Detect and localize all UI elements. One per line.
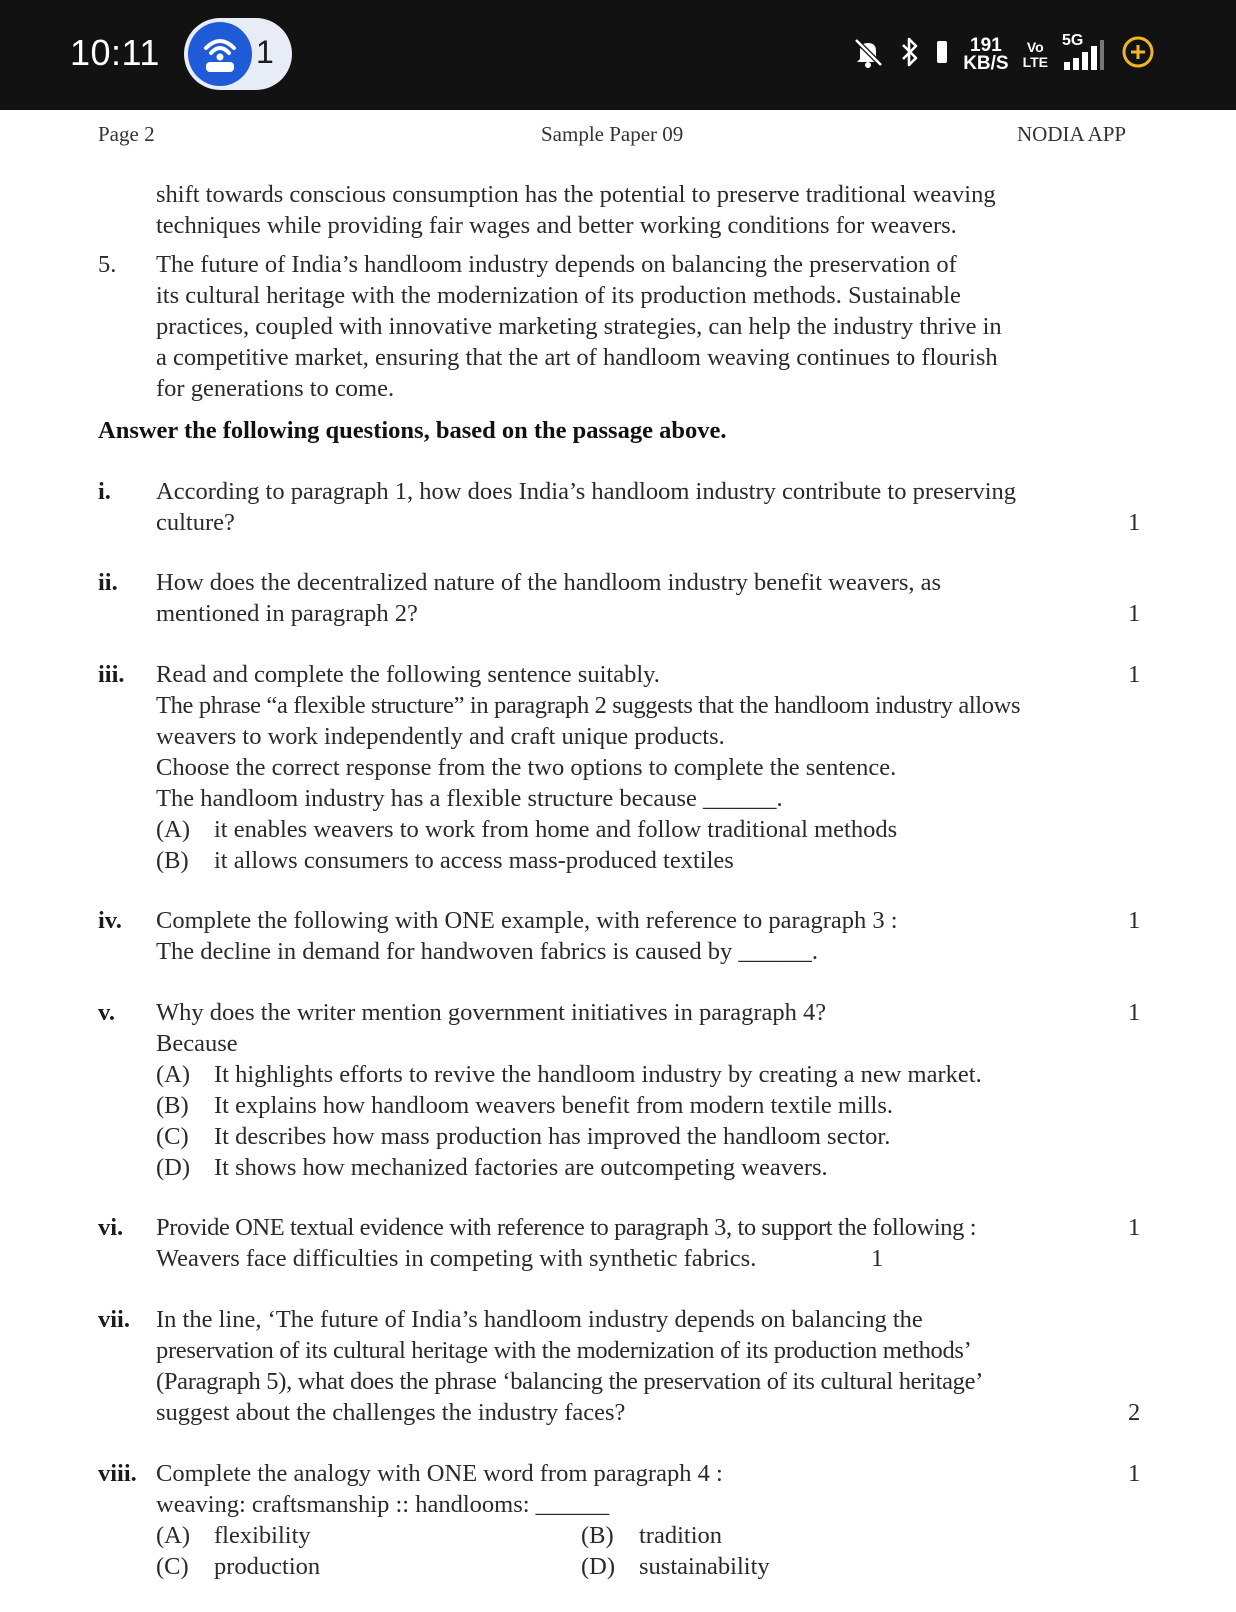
option-label: (B) (581, 1522, 614, 1549)
passage-line: shift towards conscious consumption has the potential to preserve traditional weaving (156, 181, 996, 208)
option-label: (A) (156, 1522, 191, 1549)
question-marks: 1 (1128, 907, 1141, 934)
question-text: How does the decentralized nature of the handloom industry benefit weavers, as (156, 569, 942, 596)
question-text: The decline in demand for handwoven fabrics is caused by ______. (156, 938, 818, 965)
option-text: It highlights efforts to revive the handloom industry by creating a new market. (214, 1061, 982, 1088)
question-number: iii. (98, 661, 125, 688)
question-text: The handloom industry has a flexible structure because ______. (156, 785, 783, 812)
vibrate-icon (935, 35, 949, 75)
question-text: (Paragraph 5), what does the phrase ‘balancing the preservation of its cultural heritage’ (156, 1368, 984, 1395)
option-label: (A) (156, 1061, 191, 1088)
option-c (156, 1551, 320, 1582)
status-bar (0, 0, 1236, 110)
option-a (156, 814, 897, 845)
volte-top: Vo (1026, 39, 1044, 55)
header-paper-title: Sample Paper 09 (541, 122, 684, 146)
option-label: (C) (156, 1123, 189, 1150)
question-number: ii. (98, 569, 118, 596)
passage-line: techniques while providing fair wages and better working conditions for weavers. (156, 212, 957, 239)
question-text: According to paragraph 1, how does India’s handloom industry contribute to preserving (156, 478, 1017, 505)
volte-bottom: LTE (1022, 54, 1048, 70)
option-label: (B) (156, 1092, 189, 1119)
question-text: Provide ONE textual evidence with reference to paragraph 3, to support the following : (156, 1214, 977, 1241)
option-c (156, 1121, 890, 1152)
passage-line: for generations to come. (156, 375, 395, 402)
option-d (156, 1152, 828, 1183)
option-a (156, 1059, 982, 1090)
question-marks: 1 (1128, 999, 1141, 1026)
status-icons (851, 30, 1156, 80)
question-text: suggest about the challenges the industry faces? (156, 1399, 626, 1426)
option-label: (D) (156, 1154, 191, 1181)
header-page-number: Page 2 (98, 122, 155, 146)
question-marks: 1 (1128, 509, 1141, 536)
question-text: Read and complete the following sentence suitably. (156, 661, 660, 688)
question-text: weaving: craftsmanship :: handlooms: ______ (156, 1491, 610, 1518)
hotspot-icon (188, 22, 252, 86)
option-b (581, 1520, 722, 1551)
option-text: tradition (639, 1522, 723, 1549)
network-type: 5G (1062, 32, 1084, 49)
option-text: it enables weavers to work from home and follow traditional methods (214, 816, 898, 843)
question-text: In the line, ‘The future of India’s handloom industry depends on balancing the (156, 1306, 923, 1333)
question-number: vii. (98, 1306, 130, 1333)
passage-line: a competitive market, ensuring that the art of handloom weaving continues to flourish (156, 344, 998, 371)
option-label: (B) (156, 847, 189, 874)
question-text: Weavers face difficulties in competing with synthetic fabrics. (156, 1245, 757, 1272)
question-text: Complete the following with ONE example, with reference to paragraph 3 : (156, 907, 898, 934)
question-text: The phrase “a flexible structure” in paragraph 2 suggests that the handloom industry allows (156, 692, 1021, 719)
status-time: 10:11 (70, 32, 160, 73)
question-number: i. (98, 478, 111, 505)
notification-count: 1 (256, 34, 274, 70)
volte-indicator (1023, 40, 1048, 70)
question-marks: 1 (1128, 1460, 1141, 1487)
paragraph-number: 5. (98, 251, 117, 278)
option-text: It describes how mass production has improved the handloom sector. (214, 1123, 891, 1150)
question-text: Choose the correct response from the two options to complete the sentence. (156, 754, 897, 781)
question-number: viii. (98, 1460, 137, 1487)
option-label: (C) (156, 1553, 189, 1580)
question-text: mentioned in paragraph 2? (156, 600, 418, 627)
question-text: culture? (156, 509, 235, 536)
header-app-name: NODIA APP (1017, 122, 1127, 146)
question-text: weavers to work independently and craft unique products. (156, 723, 725, 750)
question-number: iv. (98, 907, 122, 934)
passage-line: The future of India’s handloom industry depends on balancing the preservation of (156, 251, 957, 278)
question-marks: 1 (1128, 600, 1141, 627)
network-speed (963, 37, 1008, 73)
passage-line: its cultural heritage with the modernization of its production methods. Sustainable (156, 282, 961, 309)
inline-marks: 1 (871, 1245, 884, 1272)
question-marks: 1 (1128, 1214, 1141, 1241)
speed-value: 191 (970, 35, 1002, 56)
option-text: It explains how handloom weavers benefit from modern textile mills. (214, 1092, 894, 1119)
question-text: preservation of its cultural heritage with the modernization of its production methods’ (156, 1337, 972, 1364)
option-text: It shows how mechanized factories are outcompeting weavers. (214, 1154, 828, 1181)
option-text: production (214, 1553, 321, 1580)
question-marks: 1 (1128, 661, 1141, 688)
option-label: (D) (581, 1553, 616, 1580)
passage-line: practices, coupled with innovative marketing strategies, can help the industry thrive in (156, 313, 1002, 340)
option-d (581, 1551, 770, 1582)
option-text: flexibility (214, 1522, 311, 1549)
question-text: Why does the writer mention government initiatives in paragraph 4? (156, 999, 827, 1026)
question-text: Complete the analogy with ONE word from paragraph 4 : (156, 1460, 723, 1487)
option-b (156, 845, 734, 876)
speed-unit: KB/S (963, 53, 1009, 74)
option-label: (A) (156, 816, 191, 843)
question-text: Because (156, 1030, 238, 1057)
option-b (156, 1090, 893, 1121)
mute-bell-icon (851, 35, 885, 75)
hotspot-pill[interactable] (184, 18, 292, 90)
question-number: v. (98, 999, 116, 1026)
option-a (156, 1520, 311, 1551)
document-page (0, 110, 1236, 1612)
bluetooth-icon (899, 35, 921, 75)
signal-icon (1062, 32, 1106, 72)
instruction-heading: Answer the following questions, based on the passage above. (98, 417, 727, 444)
question-number: vi. (98, 1214, 124, 1241)
option-text: it allows consumers to access mass-produced textiles (214, 847, 734, 874)
question-marks: 2 (1128, 1399, 1141, 1426)
battery-saver-icon (1120, 34, 1156, 76)
option-text: sustainability (639, 1553, 770, 1580)
